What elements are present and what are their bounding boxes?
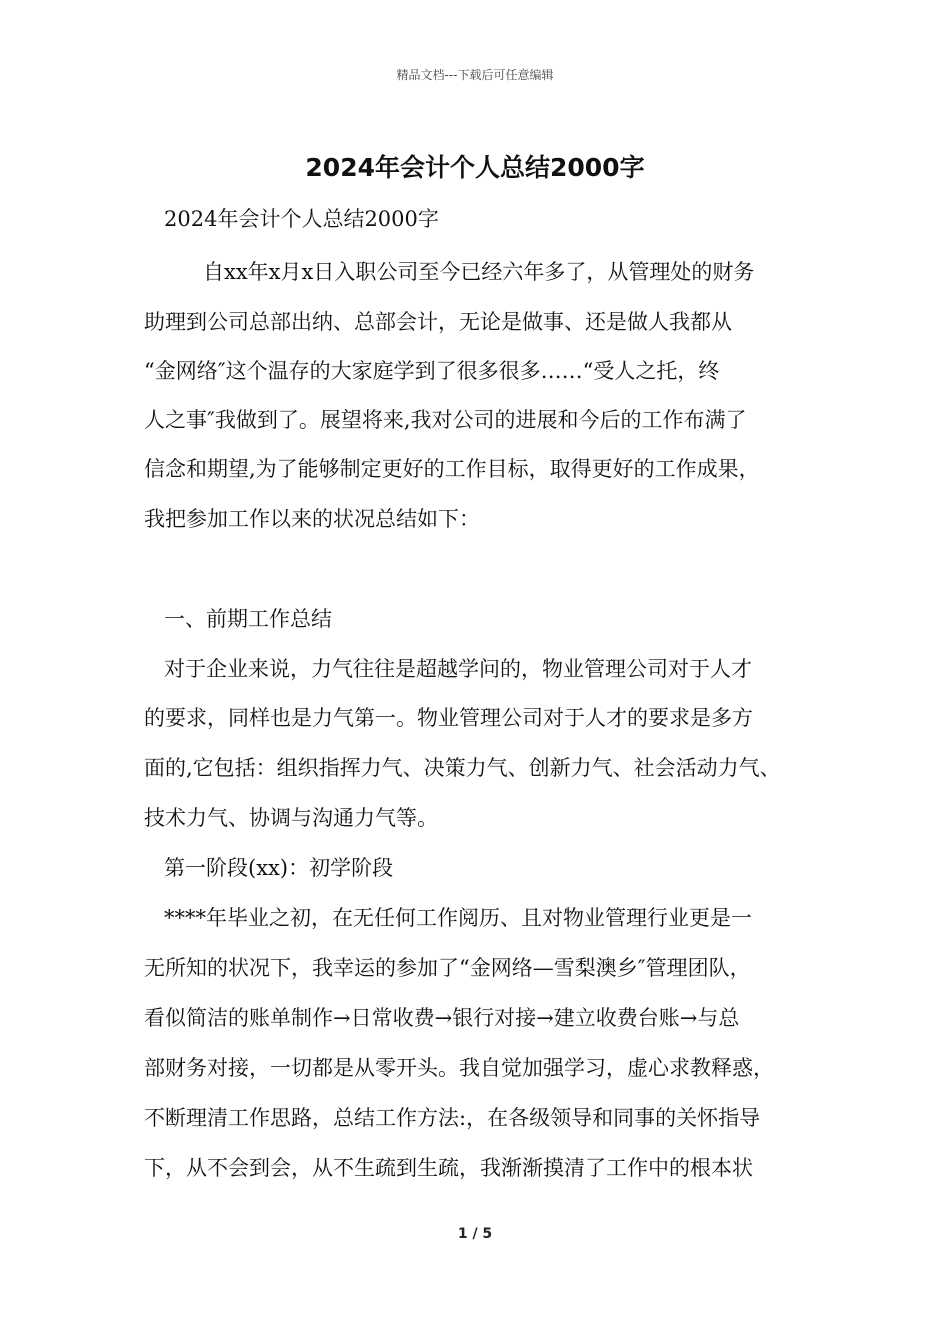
paragraph-line: 自xx年x月x日入职公司至今已经六年多了，从管理处的财务 xyxy=(203,260,755,284)
subtitle-line: 2024年会计个人总结2000字 xyxy=(164,207,439,231)
paragraph-line: 人之事″我做到了。展望将来,我对公司的进展和今后的工作布满了 xyxy=(144,408,747,432)
paragraph-line: 下，从不会到会，从不生疏到生疏，我渐渐摸清了工作中的根本状 xyxy=(144,1156,753,1180)
paragraph-line: 面的,它包括：组织指挥力气、决策力气、创新力气、社会活动力气、 xyxy=(144,756,781,780)
paragraph-line: 不断理清工作思路，总结工作方法:，在各级领导和同事的关怀指导 xyxy=(144,1106,761,1130)
paragraph-line: “金网络″这个温存的大家庭学到了很多很多……“受人之托，终 xyxy=(144,359,720,383)
paragraph-line: ****年毕业之初，在无任何工作阅历、且对物业管理行业更是一 xyxy=(164,906,752,930)
paragraph-line: 我把参加工作以来的状况总结如下： xyxy=(144,507,480,531)
paragraph-line: 技术力气、协调与沟通力气等。 xyxy=(144,806,438,830)
section-heading: 一、前期工作总结 xyxy=(164,607,332,631)
document-title: 2024年会计个人总结2000字 xyxy=(305,153,645,182)
paragraph-line: 对于企业来说，力气往往是超越学问的，物业管理公司对于人才 xyxy=(164,657,752,681)
paragraph-line: 部财务对接，一切都是从零开头。我自觉加强学习，虚心求教释惑， xyxy=(144,1056,774,1080)
paragraph-line: 助理到公司总部出纳、总部会计，无论是做事、还是做人我都从 xyxy=(144,310,732,334)
page-header: 精品文档---下载后可任意编辑 xyxy=(396,68,554,82)
page-number: 1 / 5 xyxy=(457,1226,493,1242)
paragraph-line: 无所知的状况下，我幸运的参加了“金网络—雪梨澳乡″管理团队， xyxy=(144,956,751,980)
subsection-heading: 第一阶段(xx)：初学阶段 xyxy=(164,856,394,880)
paragraph-line: 看似简洁的账单制作→日常收费→银行对接→建立收费台账→与总 xyxy=(144,1006,740,1030)
paragraph-line: 信念和期望,为了能够制定更好的工作目标，取得更好的工作成果， xyxy=(144,457,760,481)
paragraph-line: 的要求，同样也是力气第一。物业管理公司对于人才的要求是多方 xyxy=(144,706,753,730)
